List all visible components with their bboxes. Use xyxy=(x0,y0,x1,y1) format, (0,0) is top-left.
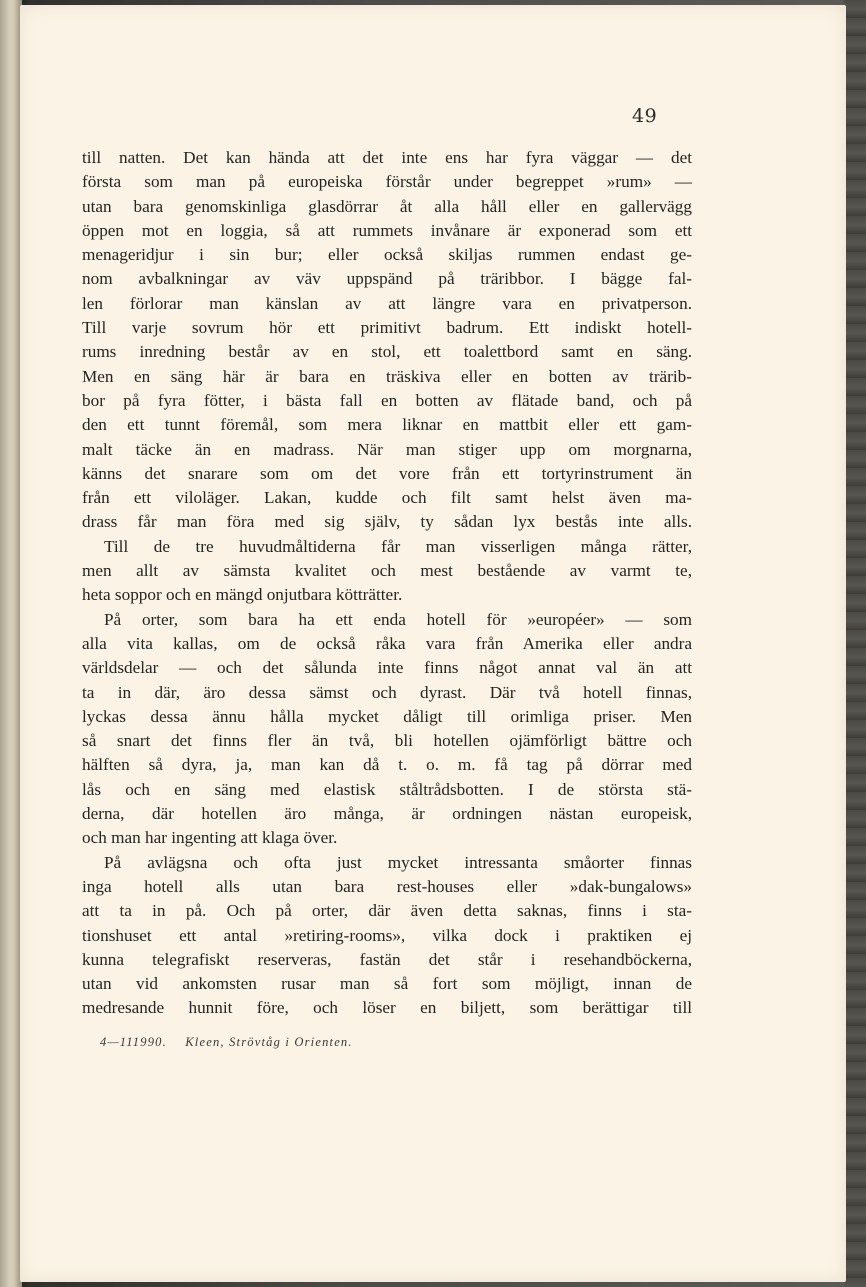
text-line: tionshuset ett antal »retiring-rooms», vilka dock i praktiken ej xyxy=(82,925,692,945)
text-line: menageridjur i sin bur; eller också skiljas rummen endast ge- xyxy=(82,245,692,265)
text-line: heta soppor och en mängd onjutbara kötträtter. xyxy=(82,585,403,605)
footer-signature-line xyxy=(100,1035,353,1050)
text-line: medresande hunnit före, och löser en biljett, som berättigar till xyxy=(82,998,692,1018)
text-line: kunna telegrafiskt reserveras, fastän det står i resehandböckerna, xyxy=(82,949,692,969)
text-line: alla vita kallas, om de också råka vara från Amerika eller andra xyxy=(82,633,692,653)
text-line: utan bara genomskinliga glasdörrar åt alla håll eller en gallervägg xyxy=(82,196,692,216)
text-line: öppen mot en loggia, så att rummets invånare är exponerad som ett xyxy=(82,220,692,240)
text-line: På avlägsna och ofta just mycket intressanta småorter finnas xyxy=(104,852,692,872)
page-number: 49 xyxy=(632,105,658,127)
running-title: Kleen, Strövtåg i Orienten. xyxy=(185,1035,353,1049)
text-line: till natten. Det kan hända att det inte ens har fyra väggar — det xyxy=(82,148,692,167)
text-line: att ta in på. Och på orter, där även detta saknas, finns i sta- xyxy=(82,901,692,921)
text-line: lås och en säng med elastisk ståltrådsbotten. I de största stä- xyxy=(82,779,692,799)
text-line: Till varje sovrum hör ett primitivt badrum. Ett indiskt hotell- xyxy=(82,318,692,338)
text-line: rums inredning består av en stol, ett toalettbord samt en säng. xyxy=(82,342,692,362)
background-edge xyxy=(844,0,866,1287)
text-line: På orter, som bara ha ett enda hotell för »européer» — som xyxy=(104,609,692,629)
text-line: drass får man föra med sig själv, ty sådan lyx bestås inte alls. xyxy=(82,512,692,532)
text-line: ta in där, äro dessa sämst och dyrast. Där två hotell finnas, xyxy=(82,682,692,702)
text-line: världsdelar — och det sålunda inte finns något annat val än att xyxy=(82,658,692,678)
text-line: derna, där hotellen äro många, är ordningen nästan europeisk, xyxy=(82,804,692,824)
text-line: len förlorar man känslan av att längre vara en privatperson. xyxy=(82,293,692,313)
text-line: Men en säng här är bara en träskiva eller en botten av trärib- xyxy=(82,366,692,386)
text-line: inga hotell alls utan bara rest-houses eller »dak-bungalows» xyxy=(82,876,692,896)
printer-signature: 4—111990. xyxy=(100,1035,167,1049)
text-line: så snart det finns fler än två, bli hotellen ojämförligt bättre och xyxy=(82,731,692,751)
body-text xyxy=(82,146,692,1021)
text-line: den ett tunnt föremål, som mera liknar en mattbit eller ett gam- xyxy=(82,415,692,435)
text-line: hälften så dyra, ja, man kan då t. o. m. få tag på dörrar med xyxy=(82,755,692,775)
text-line: lyckas dessa ännu hålla mycket dåligt till orimliga priser. Men xyxy=(82,706,692,726)
text-line: nom avbalkningar av väv uppspänd på träribbor. I bägge fal- xyxy=(82,269,692,289)
text-line: känns det snarare som om det vore från ett tortyrinstrument än xyxy=(82,463,692,483)
text-line: från ett viloläger. Lakan, kudde och filt samt helst även ma- xyxy=(82,488,692,508)
text-line: men allt av sämsta kvalitet och mest bestående av varmt te, xyxy=(82,561,692,581)
text-line: malt täcke än en madrass. När man stiger upp om morgnarna, xyxy=(82,439,692,459)
text-line: utan vid ankomsten rusar man så fort som möjligt, innan de xyxy=(82,974,692,994)
text-line: Till de tre huvudmåltiderna får man visserligen många rätter, xyxy=(104,536,692,556)
page xyxy=(20,5,846,1282)
text-line: och man har ingenting att klaga över. xyxy=(82,828,338,848)
text-line: bor på fyra fötter, i bästa fall en botten av flätade band, och på xyxy=(82,390,692,410)
text-line: första som man på europeiska förstår under begreppet »rum» — xyxy=(82,172,692,192)
